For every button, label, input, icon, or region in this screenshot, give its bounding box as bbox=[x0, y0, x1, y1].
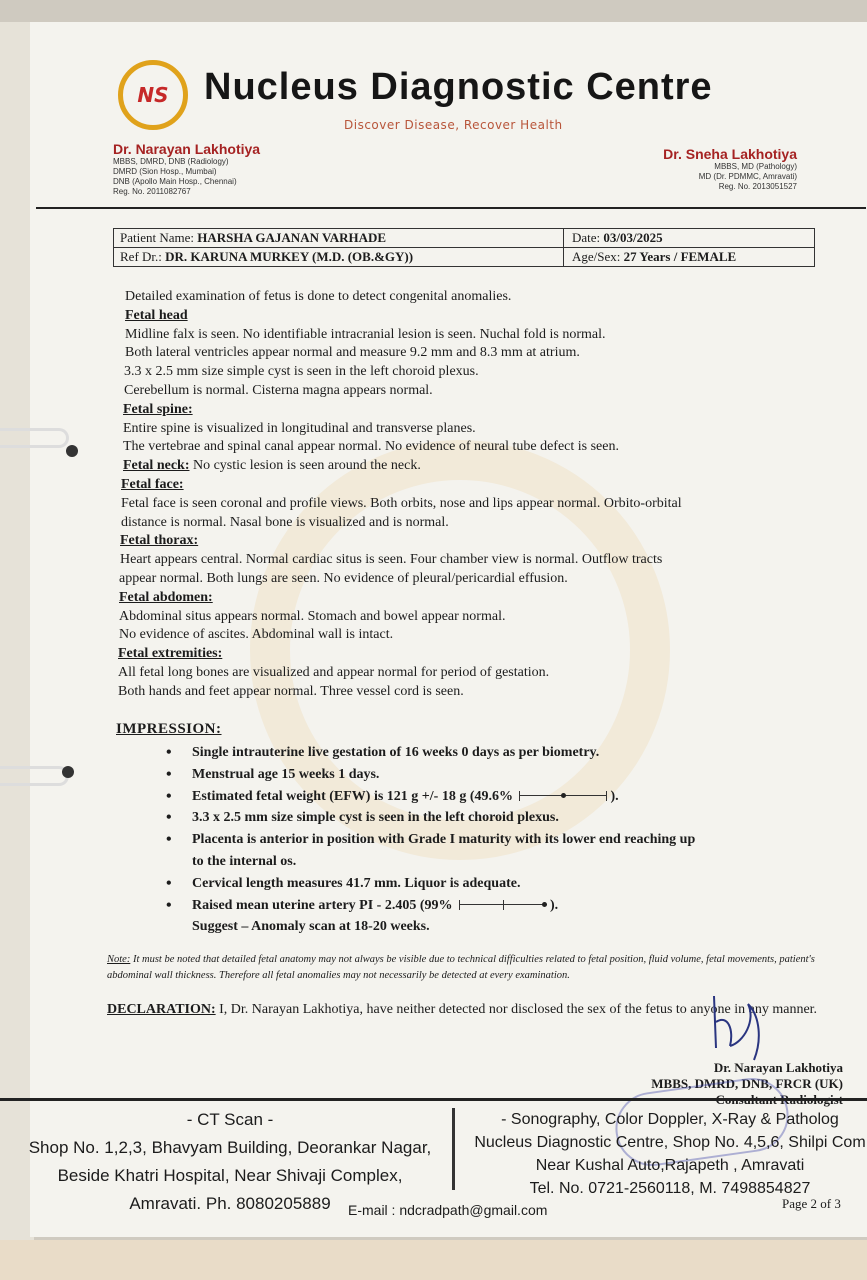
date-label: Date: bbox=[572, 230, 601, 245]
pi-percentile-scale bbox=[459, 900, 547, 910]
declaration-block bbox=[107, 999, 837, 1020]
fetal-head-line: Both lateral ventricles appear normal and measure 9.2 mm and 8.3 mm at atrium. bbox=[125, 345, 580, 361]
logo-text: NS bbox=[137, 83, 169, 107]
impression-item bbox=[164, 807, 844, 829]
note-label: Note: bbox=[107, 954, 131, 965]
scale-tick bbox=[606, 791, 607, 801]
patient-name-label: Patient Name: bbox=[120, 230, 195, 245]
binder-clip-top bbox=[66, 445, 78, 457]
impression-item bbox=[164, 786, 844, 808]
age-sex-cell bbox=[564, 248, 814, 266]
fetal-spine-line: The vertebrae and spinal canal appear normal. No evidence of neural tube defect is seen. bbox=[123, 439, 619, 455]
declaration-text: I, Dr. Narayan Lakhotiya, have neither detected nor disclosed the sex of the fetus to anyone in any manner. bbox=[215, 1002, 818, 1017]
report-date: 03/03/2025 bbox=[603, 230, 663, 245]
patient-row-1 bbox=[114, 229, 814, 247]
fetal-face-line: Fetal face is seen coronal and profile views. Both orbits, nose and lips appear normal. Orbito-orbital bbox=[121, 495, 682, 511]
footer-sono-phone: Tel. No. 0721-2560118, M. 7498854827 bbox=[529, 1180, 811, 1197]
intro-text: Detailed examination of fetus is done to detect congenital anomalies. bbox=[125, 289, 512, 304]
scale-tick bbox=[503, 900, 504, 910]
fetal-abdomen-line: No evidence of ascites. Abdominal wall is intact. bbox=[119, 627, 394, 643]
impression-text: Raised mean uterine artery PI - 2.405 (99% bbox=[192, 897, 453, 913]
binder-edge bbox=[0, 22, 34, 1247]
header-divider bbox=[36, 207, 866, 209]
efw-percentile-scale bbox=[519, 791, 607, 801]
impression-item bbox=[164, 742, 844, 764]
impression-text: Single intrauterine live gestation of 16 weeks 0 days as per biometry. bbox=[192, 745, 600, 760]
impression-item bbox=[164, 895, 844, 917]
efw-percentile-marker bbox=[561, 793, 566, 798]
fetal-neck-heading: Fetal neck: bbox=[123, 458, 190, 474]
note-block bbox=[107, 952, 827, 984]
fetal-spine-line: Entire spine is visualized in longitudinal and transverse planes. bbox=[123, 420, 476, 436]
impression-heading: IMPRESSION: bbox=[116, 721, 222, 737]
fetal-head-line: Cerebellum is normal. Cisterna magna appears normal. bbox=[124, 382, 433, 398]
impression-text: Placenta is anterior in position with Grade I maturity with its lower end reaching up bbox=[192, 832, 696, 848]
scale-tick bbox=[519, 791, 520, 801]
patient-row-2 bbox=[114, 247, 814, 266]
fetal-extremities-line: Both hands and feet appear normal. Three vessel cord is seen. bbox=[118, 683, 464, 699]
desk-surface bbox=[0, 1240, 867, 1280]
fetal-head-line: 3.3 x 2.5 mm size simple cyst is seen in the left choroid plexus. bbox=[124, 364, 479, 380]
impression-text: Suggest – Anomaly scan at 18-20 weeks. bbox=[192, 919, 430, 935]
impression-close: ). bbox=[610, 788, 619, 804]
impression-suggestion bbox=[164, 916, 844, 938]
impression-item bbox=[164, 829, 844, 851]
report-body bbox=[118, 288, 838, 702]
doctor-right-block bbox=[663, 146, 797, 192]
signatory-qualifications: MBBS, DMRD, DNB, FRCR (UK) bbox=[651, 1076, 843, 1091]
doctor-right-name: Dr. Sneha Lakhotiya bbox=[663, 146, 797, 162]
fetal-thorax-line: appear normal. Both lungs are seen. No evidence of pleural/pericardial effusion. bbox=[119, 570, 568, 586]
signatory-name: Dr. Narayan Lakhotiya bbox=[713, 1060, 843, 1075]
doctor-left-qual: DNB (Apollo Main Hosp., Chennai) bbox=[113, 177, 237, 186]
impression-text: to the internal os. bbox=[192, 853, 297, 869]
ref-doctor-cell bbox=[114, 248, 564, 266]
doctor-right-qual: MD (Dr. PDMMC, Amravati) bbox=[698, 172, 797, 181]
ref-doctor: DR. KARUNA MURKEY (M.D. (OB.&GY)) bbox=[165, 249, 414, 264]
fetal-thorax-line: Heart appears central. Normal cardiac situs is seen. Four chamber view is normal. Outflow tracts bbox=[120, 552, 663, 568]
fetal-extremities-line: All fetal long bones are visualized and appear normal for period of gestation. bbox=[118, 664, 550, 680]
patient-name-cell bbox=[114, 229, 564, 247]
doctor-left-reg: Reg. No. 2011082767 bbox=[113, 187, 191, 196]
page-number: Page 2 of 3 bbox=[782, 1196, 841, 1211]
binder-ring-bottom bbox=[0, 766, 69, 786]
doctor-left-block bbox=[113, 141, 260, 197]
footer-ct-address: Beside Khatri Hospital, Near Shivaji Complex, bbox=[57, 1166, 403, 1185]
note-text: It must be noted that detailed fetal anatomy may not always be visible due to technical difficulties related to fetal position, fluid volume, fetal movements, patient's abdominal wall thickness. Therefore all fetal anomalies may not necessarily be detected at every examination. bbox=[107, 954, 815, 981]
fetal-face-heading: Fetal face: bbox=[121, 476, 184, 492]
ref-doctor-label: Ref Dr.: bbox=[120, 249, 162, 264]
patient-info-table bbox=[113, 228, 815, 267]
footer-sono-title: - Sonography, Color Doppler, X-Ray & Patholog bbox=[501, 1111, 839, 1128]
fetal-head-heading: Fetal head bbox=[125, 307, 188, 323]
footer-ct-address: Shop No. 1,2,3, Bhavyam Building, Deorankar Nagar, bbox=[28, 1138, 432, 1157]
clinic-tagline: Discover Disease, Recover Health bbox=[344, 118, 563, 132]
footer-ct-phone: Amravati. Ph. 8080205889 bbox=[129, 1194, 331, 1213]
impression-item bbox=[164, 873, 844, 895]
patient-name: HARSHA GAJANAN VARHADE bbox=[197, 230, 387, 245]
impression-item-continued bbox=[164, 851, 844, 873]
footer-sonography bbox=[470, 1108, 867, 1200]
footer-ct-title: - CT Scan - bbox=[186, 1110, 274, 1129]
age-sex-label: Age/Sex: bbox=[572, 249, 621, 264]
date-cell bbox=[564, 229, 814, 247]
fetal-thorax-heading: Fetal thorax: bbox=[120, 533, 199, 549]
fetal-neck-line bbox=[123, 457, 838, 476]
doctor-left-qual: MBBS, DMRD, DNB (Radiology) bbox=[113, 157, 229, 166]
impression-item bbox=[164, 764, 844, 786]
fetal-extremities-heading: Fetal extremities: bbox=[118, 646, 223, 662]
impression-text: Menstrual age 15 weeks 1 days. bbox=[192, 766, 380, 782]
footer-email: E-mail : ndcradpath@gmail.com bbox=[348, 1202, 548, 1218]
clinic-title: Nucleus Diagnostic Centre bbox=[204, 66, 713, 108]
doctor-right-qual: MBBS, MD (Pathology) bbox=[714, 162, 797, 171]
footer-sono-address: Near Kushal Auto,Rajapeth , Amravati bbox=[535, 1157, 805, 1174]
clinic-logo bbox=[118, 60, 188, 130]
footer-separator bbox=[452, 1108, 455, 1190]
fetal-abdomen-line: Abdominal situs appears normal. Stomach and bowel appear normal. bbox=[119, 608, 506, 624]
age-sex: 27 Years / FEMALE bbox=[623, 249, 737, 264]
doctor-left-name: Dr. Narayan Lakhotiya bbox=[113, 141, 261, 157]
impression-close: ). bbox=[550, 897, 559, 913]
footer-divider bbox=[0, 1098, 867, 1101]
impression-list bbox=[164, 742, 844, 938]
pi-percentile-marker bbox=[542, 902, 547, 907]
declaration-label: DECLARATION: bbox=[107, 1002, 216, 1017]
fetal-neck-text: No cystic lesion is seen around the neck. bbox=[189, 458, 421, 474]
doctor-left-qual: DMRD (Sion Hosp., Mumbai) bbox=[113, 167, 217, 176]
fetal-spine-heading: Fetal spine: bbox=[123, 401, 193, 417]
impression-text: Estimated fetal weight (EFW) is 121 g +/- 18 g (49.6% bbox=[192, 788, 513, 804]
fetal-head-line: Midline falx is seen. No identifiable intracranial lesion is seen. Nuchal fold is normal. bbox=[125, 326, 606, 342]
impression-text: Cervical length measures 41.7 mm. Liquor is adequate. bbox=[192, 875, 521, 891]
binder-ring-top bbox=[0, 428, 69, 448]
binder-clip-bottom bbox=[62, 766, 74, 778]
fetal-face-line: distance is normal. Nasal bone is visualized and is normal. bbox=[121, 514, 449, 530]
doctor-right-reg: Reg. No. 2013051527 bbox=[718, 182, 797, 191]
fetal-abdomen-heading: Fetal abdomen: bbox=[119, 589, 213, 605]
scale-tick bbox=[459, 900, 460, 910]
impression-text: 3.3 x 2.5 mm size simple cyst is seen in the left choroid plexus. bbox=[192, 810, 559, 826]
footer-sono-address: Nucleus Diagnostic Centre, Shop No. 4,5,6, Shilpi Com bbox=[474, 1134, 866, 1151]
